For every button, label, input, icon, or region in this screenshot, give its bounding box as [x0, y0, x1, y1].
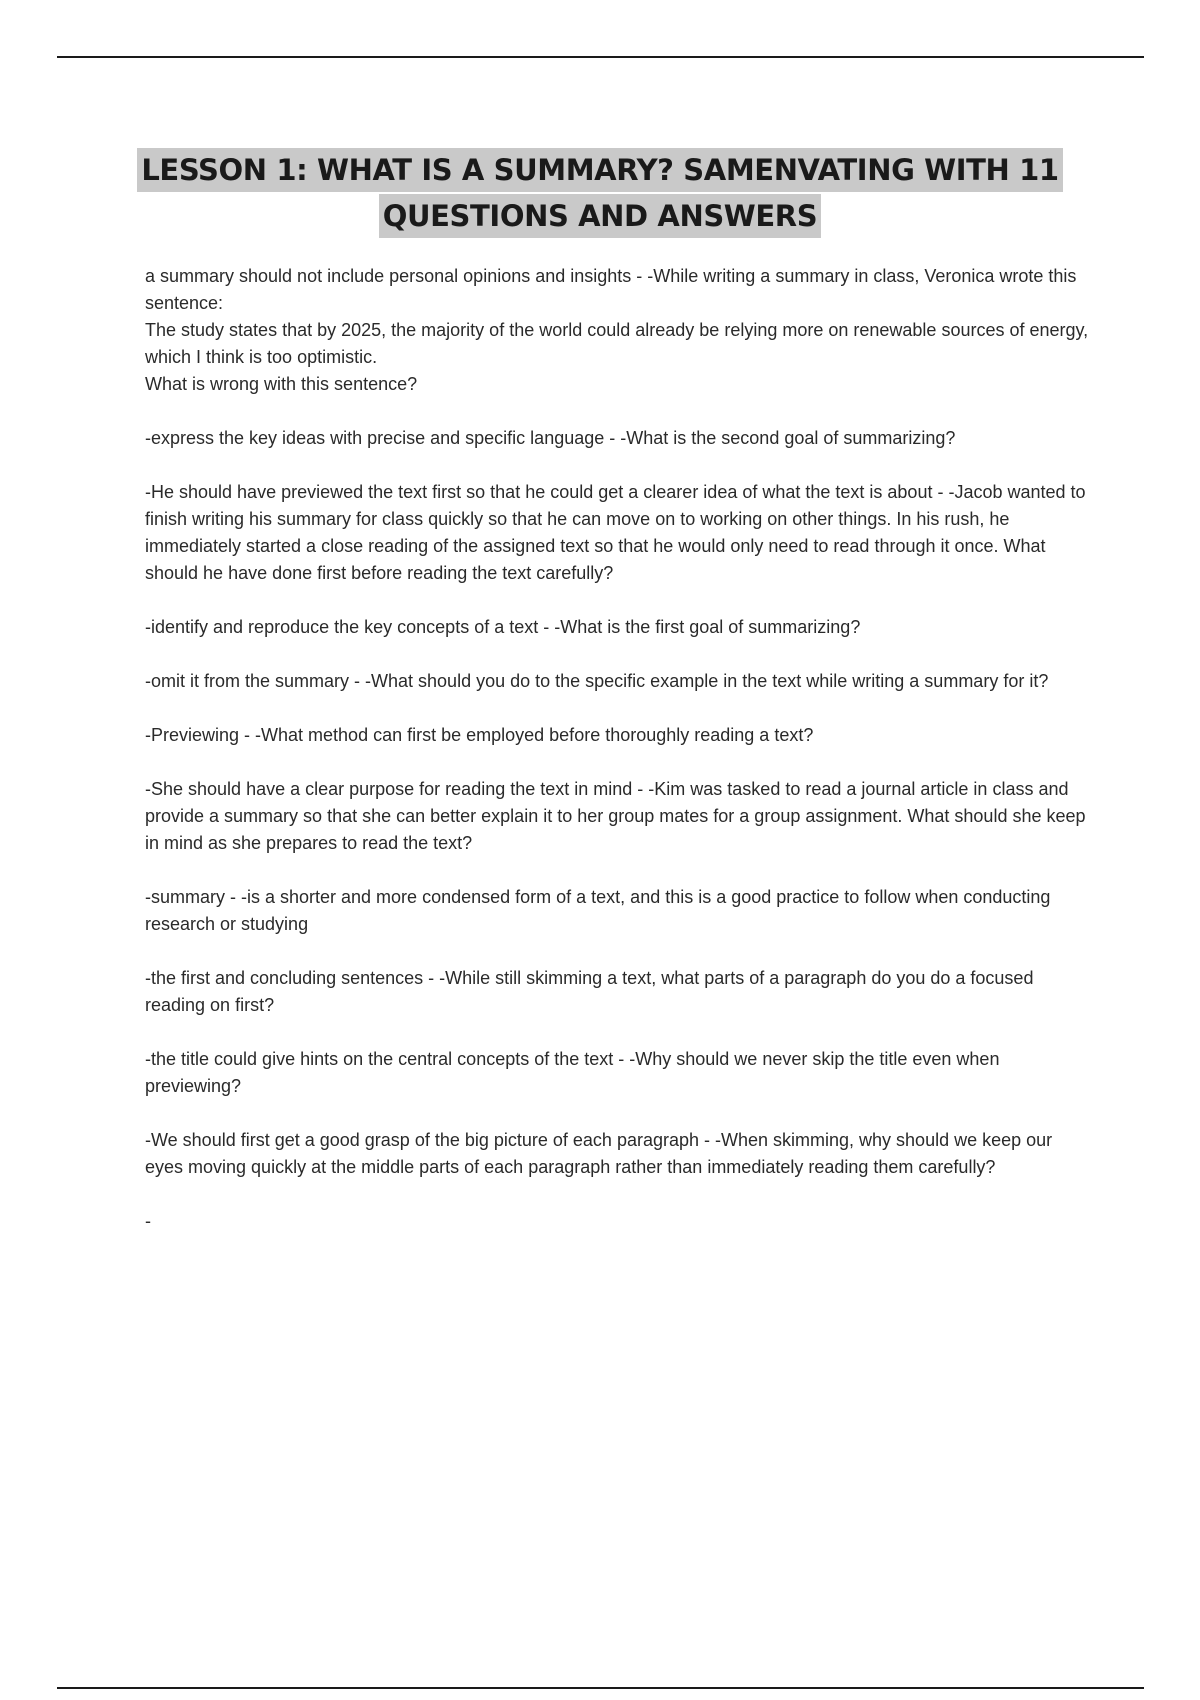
qa-entry-text: -We should first get a good grasp of the big picture of each paragraph - -When skimming, why should we keep our eyes moving quickly at the middle parts of each paragraph rather than immediately reading them carefully?	[145, 1130, 1053, 1177]
qa-entry-text: -omit it from the summary - -What should you do to the specific example in the text while writing a summary for it?	[145, 671, 1049, 691]
qa-entry-1-prompt: What is wrong with this sentence?	[145, 374, 418, 394]
qa-entry	[145, 614, 1090, 641]
qa-entry-text: -identify and reproduce the key concepts of a text - -What is the first goal of summarizing?	[145, 617, 861, 637]
qa-entry	[145, 776, 1090, 857]
top-rule	[57, 56, 1144, 58]
qa-entry-text: -	[145, 1211, 151, 1231]
qa-entry	[145, 1127, 1090, 1181]
qa-entry-text: -She should have a clear purpose for reading the text in mind - -Kim was tasked to read a journal article in class and provide a summary so that she can better explain it to her group mates for a group assignment. What should she keep in mind as she prepares to read the text?	[145, 779, 1086, 853]
qa-entry-text: -the first and concluding sentences - -While still skimming a text, what parts of a paragraph do you do a focused reading on first?	[145, 968, 1034, 1015]
qa-entry	[145, 722, 1090, 749]
qa-entry-1-quote: The study states that by 2025, the majority of the world could already be relying more on renewable sources of energy, which I think is too optimistic.	[145, 320, 1089, 367]
qa-entry-text: -the title could give hints on the central concepts of the text - -Why should we never skip the title even when previewing?	[145, 1049, 1000, 1096]
title-line-2: QUESTIONS AND ANSWERS	[379, 194, 821, 238]
qa-entry-text: -He should have previewed the text first so that he could get a clearer idea of what the text is about - -Jacob wanted to finish writing his summary for class quickly so that he can move on to working on other things. In his rush, he immediately started a close reading of the assigned text so that he would only need to read through it once. What should he have done first before reading the text carefully?	[145, 482, 1086, 583]
qa-entry	[145, 1046, 1090, 1100]
qa-entry	[145, 425, 1090, 452]
qa-entry	[145, 884, 1090, 938]
qa-entry-trailing-dash	[145, 1208, 1090, 1235]
qa-entry-text: -express the key ideas with precise and specific language - -What is the second goal of summarizing?	[145, 428, 956, 448]
qa-entry	[145, 965, 1090, 1019]
qa-entry-1	[145, 263, 1090, 398]
qa-list	[145, 263, 1090, 1262]
qa-entry-text: -Previewing - -What method can first be employed before thoroughly reading a text?	[145, 725, 814, 745]
document-title	[100, 147, 1100, 239]
qa-entry-1-answer-question: a summary should not include personal opinions and insights - -While writing a summary in class, Veronica wrote this sentence:	[145, 266, 1077, 313]
bottom-rule	[57, 1687, 1144, 1689]
title-line-1: LESSON 1: WHAT IS A SUMMARY? SAMENVATING WITH 11	[137, 148, 1062, 192]
qa-entry-text: -summary - -is a shorter and more condensed form of a text, and this is a good practice to follow when conducting research or studying	[145, 887, 1051, 934]
qa-entry	[145, 668, 1090, 695]
qa-entry	[145, 479, 1090, 587]
